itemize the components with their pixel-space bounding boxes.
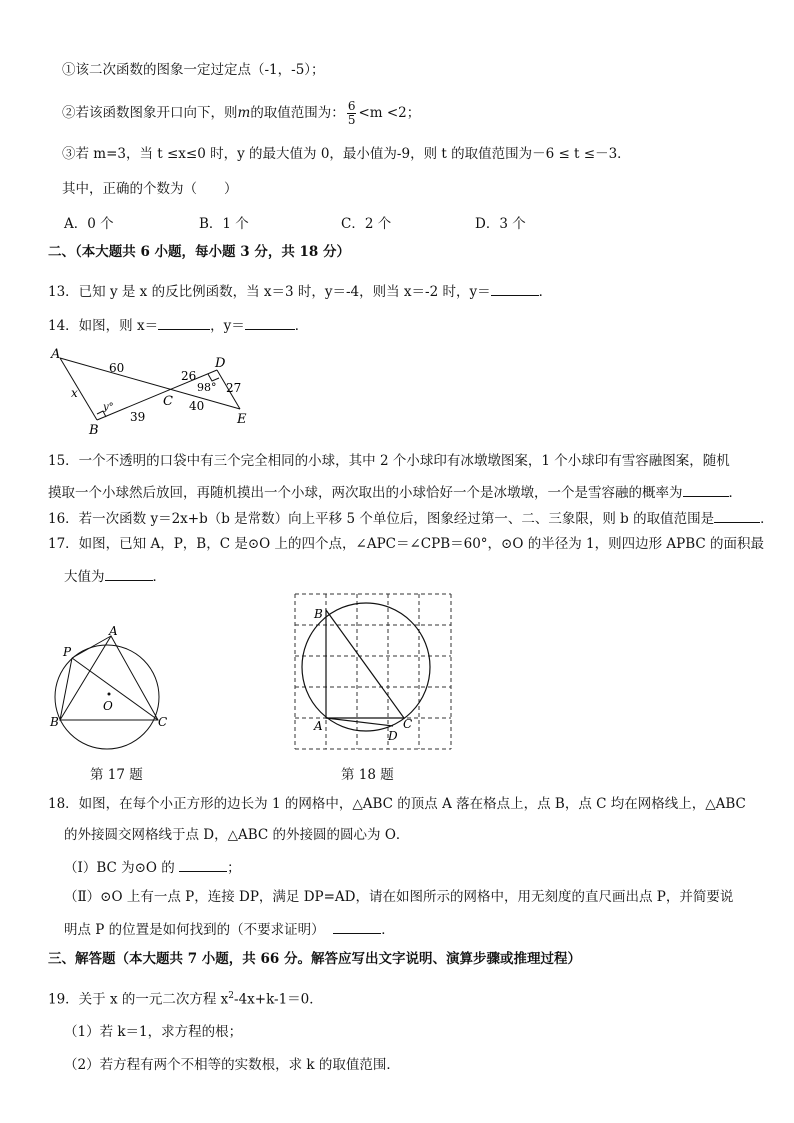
q12-statement-1: ①该二次函数的图象一定过定点（-1，-5）；	[62, 62, 325, 78]
q16-text: 16．若一次函数 y＝2x+b（b 是常数）向上平移 5 个单位后，图象经过第一、二、三象限，则 b 的取值范围是	[48, 511, 715, 527]
answer-blank[interactable]	[179, 857, 227, 872]
q12-option-c: C．2 个	[341, 216, 392, 232]
label-c: C	[163, 394, 173, 409]
question-18-line-2: 的外接圆交网格线于点 D，△ABC 的外接圆的圆心为 O．	[64, 827, 410, 843]
label-d: D	[215, 356, 226, 371]
q14-text-b: ，y＝	[210, 318, 245, 334]
answer-blank[interactable]	[714, 508, 760, 523]
q13-end: ．	[538, 284, 553, 300]
q18-p1-text: （Ⅰ）BC 为⊙O 的	[64, 860, 175, 876]
caption-figure-18: 第 18 题	[341, 767, 394, 783]
label-b: B	[89, 423, 99, 438]
question-15-line-2	[48, 482, 742, 502]
q17-text: 大值为	[64, 569, 105, 585]
label-y-deg: y°	[103, 402, 114, 413]
label-a: A	[314, 719, 323, 733]
label-60: 60	[109, 361, 125, 375]
section-3-heading: 三、解答题（本大题共 7 小题，共 66 分。解答应写出文字说明、演算步骤或推理过程）	[48, 951, 581, 967]
frac-denominator: 5	[347, 113, 356, 127]
q18-p1-end: ；	[227, 860, 241, 876]
q12-option-a: A．0 个	[64, 216, 114, 232]
question-14	[48, 315, 308, 335]
question-19-part-2: （2）若方程有两个不相等的实数根，求 k 的取值范围．	[64, 1057, 400, 1073]
question-13	[48, 281, 552, 301]
q13-text: 13．已知 y 是 x 的反比例函数，当 x＝3 时，y＝-4，则当 x＝-2 时，y＝	[48, 284, 491, 300]
label-o: O	[103, 699, 113, 713]
q17-end: ．	[152, 569, 166, 585]
section-2-heading: 二、（本大题共 6 小题，每小题 3 分，共 18 分）	[48, 244, 351, 260]
circle-o	[55, 645, 159, 749]
q12-s2-pre: ②若该函数图象开口向下，则	[62, 105, 238, 121]
q12-stem: 其中，正确的个数为（ ）	[62, 181, 238, 197]
q12-option-b: B．1 个	[199, 216, 249, 232]
q12-s2-mid: 的取值范围为：	[250, 105, 345, 121]
figure-14-svg	[45, 344, 260, 438]
q19-text-pre: 19．关于 x 的一元二次方程 x	[48, 991, 229, 1008]
label-x: x	[71, 386, 78, 400]
label-26: 26	[181, 369, 197, 383]
caption-figure-17: 第 17 题	[90, 767, 143, 783]
label-98-deg: 98°	[197, 381, 217, 394]
question-18-part-1	[64, 857, 241, 877]
figure-17	[45, 620, 175, 750]
question-17-line-2	[64, 566, 166, 586]
label-a: A	[109, 624, 118, 638]
q18-p2-end: ．	[381, 922, 395, 938]
angle-mark-d	[208, 374, 219, 381]
label-40: 40	[189, 399, 205, 413]
question-19-part-1: （1）若 k＝1，求方程的根；	[64, 1024, 243, 1040]
segment-pa	[72, 636, 111, 658]
triangle-abc	[326, 610, 404, 718]
answer-blank[interactable]	[491, 281, 539, 296]
label-e: E	[237, 412, 247, 427]
question-17-line-1: 17．如图，已知 A，P，B，C 是⊙O 上的四个点，∠APC＝∠CPB＝60°，⊙O 的半径为 1，则四边形 APBC 的面积最	[48, 536, 765, 552]
label-c: C	[403, 717, 413, 731]
question-18-part-2-line-1: （Ⅱ）⊙O 上有一点 P，连接 DP，满足 DP=AD，请在如图所示的网格中，用无刻度的直尺画出点 P，并简要说	[64, 889, 734, 905]
q19-text-post: -4x+k-1＝0．	[234, 991, 323, 1008]
segment-ad	[326, 718, 393, 726]
fraction-six-fifths	[347, 100, 357, 127]
figure-17-svg	[45, 620, 175, 750]
q12-statement-3: ③若 m=3，当 t ≤x≤0 时，y 的最大值为 0，最小值为-9，则 t 的取值范围为－6 ≤ t ≤－3．	[62, 146, 631, 162]
q12-s2-var: m	[237, 105, 251, 121]
circumcircle-o	[302, 603, 430, 731]
figure-18-svg	[292, 590, 457, 755]
q15-end: ．	[728, 485, 742, 501]
q14-end: ．	[294, 318, 309, 334]
q12-statement-2	[62, 98, 420, 128]
q12-s2-post: <m <2；	[358, 105, 421, 121]
q12-option-d: D．3 个	[475, 216, 526, 232]
q15-text: 摸取一个小球然后放回，再随机摸出一个小球，两次取出的小球恰好一个是冰墩墩，一个是雪容融的概率为	[48, 485, 683, 501]
label-d: D	[388, 729, 398, 743]
question-18-part-2-line-2	[64, 919, 395, 939]
answer-blank-x[interactable]	[158, 315, 210, 330]
label-a: A	[51, 347, 61, 362]
question-16	[48, 508, 774, 528]
figure-18	[292, 590, 457, 755]
label-27: 27	[226, 381, 242, 395]
answer-blank[interactable]	[683, 482, 729, 497]
center-dot	[108, 693, 111, 696]
label-p: P	[63, 645, 72, 659]
figure-14	[45, 344, 260, 438]
answer-blank[interactable]	[333, 919, 381, 934]
q19-superscript: 2	[228, 991, 235, 1001]
label-39: 39	[130, 410, 146, 424]
q18-p2-text: 明点 P 的位置是如何找到的（不要求证明）	[64, 922, 325, 938]
label-c: C	[158, 715, 168, 729]
answer-blank[interactable]	[105, 566, 153, 581]
label-b: B	[50, 715, 59, 729]
frac-numerator: 6	[347, 99, 356, 113]
question-15-line-1: 15．一个不透明的口袋中有三个完全相同的小球，其中 2 个小球印有冰墩墩图案，1 个小球印有雪容融图案，随机	[48, 453, 730, 469]
label-b: B	[314, 607, 323, 621]
segment-pc	[72, 658, 158, 720]
q16-end: ．	[760, 511, 774, 527]
question-18-line-1: 18．如图，在每个小正方形的边长为 1 的网格中，△ABC 的顶点 A 落在格点上，点 B，点 C 均在网格线上，△ABC	[48, 796, 746, 812]
question-19	[48, 987, 323, 1009]
answer-blank-y[interactable]	[245, 315, 295, 330]
q14-text-a: 14．如图，则 x＝	[48, 318, 159, 334]
